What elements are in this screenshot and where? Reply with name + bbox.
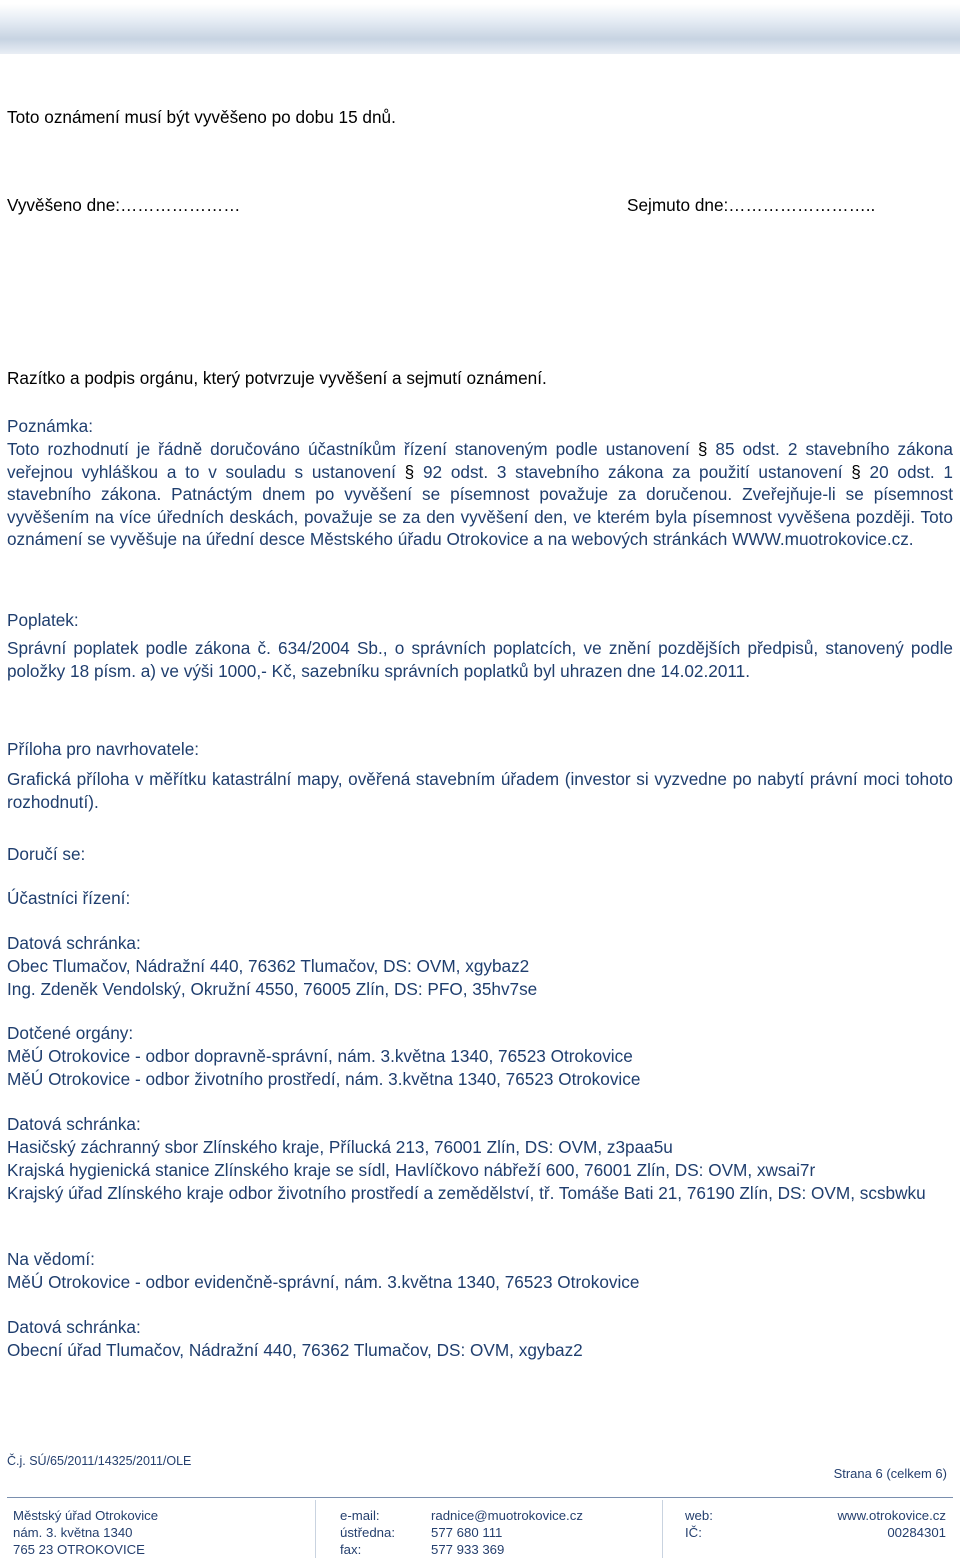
footer-web-values: www.otrokovice.cz 00284301 — [837, 1508, 946, 1541]
footer-contact-labels: e-mail: ústředna: fax: — [340, 1508, 395, 1558]
footer-office-address: Městský úřad Otrokovice nám. 3. května 1340 765 23 OTROKOVICE — [13, 1508, 159, 1558]
footer-column-divider — [662, 1500, 663, 1558]
affected-body-line: MěÚ Otrokovice - odbor životního prostředí, nám. 3.května 1340, 76523 Otrokovice — [7, 1069, 641, 1089]
posting-notice: Toto oznámení musí být vyvěšeno po dobu 15 dnů. — [7, 107, 396, 127]
delivery-heading: Doručí se: — [7, 844, 86, 864]
posted-date-field: Vyvěšeno dne:………………… — [7, 195, 241, 215]
participants-heading: Účastníci řízení: — [7, 888, 131, 908]
affected-bodies-heading: Dotčené orgány: — [7, 1023, 134, 1043]
affected-databox-line: Krajský úřad Zlínského kraje odbor životního prostředí a zemědělství, tř. Tomáše Bati 21, 76190 Zlín, DS: OVM, scsbwku — [7, 1183, 926, 1203]
section-sign: § — [697, 439, 708, 459]
footer-web-link[interactable]: www.otrokovice.cz — [837, 1508, 946, 1523]
information-databox-line: Obecní úřad Tlumačov, Nádražní 440, 76362 Tlumačov, DS: OVM, xgybaz2 — [7, 1340, 583, 1360]
affected-databox-heading: Datová schránka: — [7, 1114, 141, 1134]
attachment-heading: Příloha pro navrhovatele: — [7, 739, 200, 759]
information-heading: Na vědomí: — [7, 1249, 95, 1269]
section-sign: § — [404, 461, 415, 482]
affected-body-line: MěÚ Otrokovice - odbor dopravně-správní, nám. 3.května 1340, 76523 Otrokovice — [7, 1046, 633, 1066]
footer-web-labels: web: IČ: — [685, 1508, 713, 1541]
attachment-body: Grafická příloha v měřítku katastrální mapy, ověřená stavebním úřadem (investor si vyzvedne po nabytí právní moci tohoto rozhodnutí). — [7, 769, 953, 812]
fee-heading: Poplatek: — [7, 610, 79, 630]
footer-column-divider — [315, 1500, 316, 1558]
participants-databox-heading: Datová schránka: — [7, 933, 141, 953]
page-number: Strana 6 (celkem 6) — [833, 1466, 947, 1481]
participant-line: Obec Tlumačov, Nádražní 440, 76362 Tlumačov, DS: OVM, xgybaz2 — [7, 956, 530, 976]
stamp-signature-line: Razítko a podpis orgánu, který potvrzuje vyvěšení a sejmutí oznámení. — [7, 368, 547, 388]
reference-number: Č.j. SÚ/65/2011/14325/2011/OLE — [7, 1454, 192, 1468]
information-databox-heading: Datová schránka: — [7, 1317, 141, 1337]
footer-contact-values: radnice@muotrokovice.cz 577 680 111 577 933 369 — [431, 1508, 583, 1558]
header-band — [0, 4, 960, 54]
removed-date-field: Sejmuto dne:…………………….. — [627, 195, 876, 215]
affected-databox-line: Krajská hygienická stanice Zlínského kraje se sídl, Havlíčkovo nábřeží 600, 76001 Zlín, DS: OVM, xwsai7r — [7, 1160, 816, 1180]
footer-email-link[interactable]: radnice@muotrokovice.cz — [431, 1508, 583, 1523]
note-body: Toto rozhodnutí je řádně doručováno účastníkům řízení stanoveným podle ustanovení § 85 odst. 2 stavebního zákona veřejnou vyhláškou a to v souladu s ustanovení § 92 odst. 3 stavebního zákona za použití ustanovení § 20 odst. 1 stavebního zákona. Patnáctým dnem po vyvěšení se písemnost považuje za doručenou. Zveřejňuje-li se písemnost vyvěšením na více úředních deskách, považuje se za den vyvěšení den, ve kterém byla písemnost vyvěšena později. Toto oznámení se vyvěšuje na úřední desce Městského úřadu Otrokovice a na webových stránkách WWW.muotrokovice.cz. — [7, 439, 953, 550]
information-line: MěÚ Otrokovice - odbor evidenčně-správní, nám. 3.května 1340, 76523 Otrokovice — [7, 1272, 640, 1292]
note-heading: Poznámka: — [7, 416, 93, 436]
fee-body: Správní poplatek podle zákona č. 634/2004 Sb., o správních poplatcích, ve znění pozdějších předpisů, stanovený podle položky 18 písm. a) ve výši 1000,- Kč, sazebníku správních poplatků byl uhrazen dne 14.02.2011. — [7, 638, 953, 681]
footer-divider — [7, 1497, 953, 1498]
section-sign: § — [851, 461, 861, 482]
affected-databox-line: Hasičský záchranný sbor Zlínského kraje, Přílucká 213, 76001 Zlín, DS: OVM, z3paa5u — [7, 1137, 673, 1157]
participant-line: Ing. Zdeněk Vendolský, Okružní 4550, 76005 Zlín, DS: PFO, 35hv7se — [7, 979, 538, 999]
